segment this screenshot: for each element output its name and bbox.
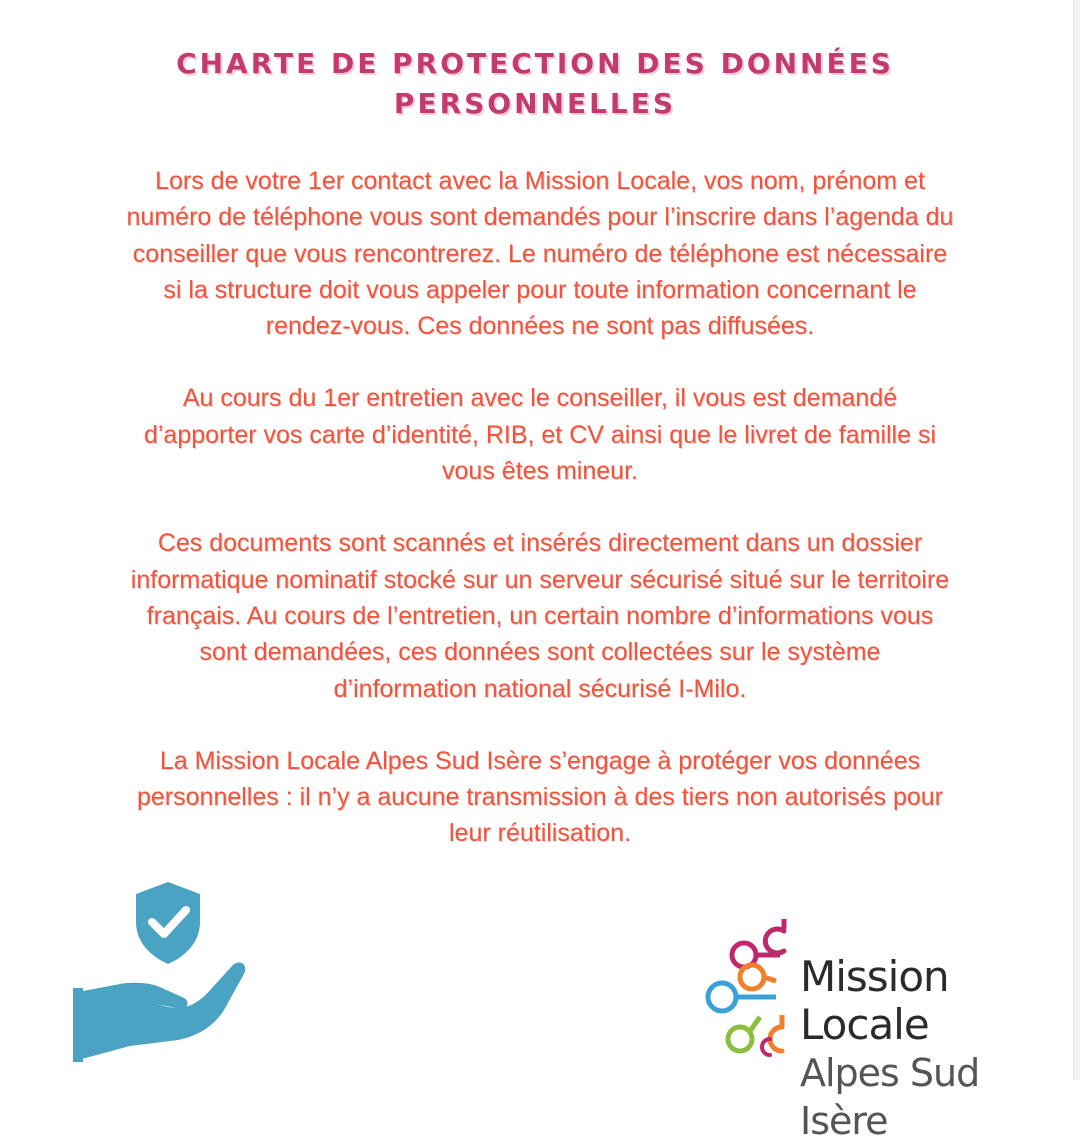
paragraph-line: Au cours du 1er entretien avec le conseiller, il vous est demandé	[182, 384, 898, 413]
paragraph-line: d’information national sécurisé I-Milo.	[333, 674, 747, 703]
right-edge-strip	[1073, 0, 1080, 1080]
paragraph-line: rendez-vous. Ces données ne sont pas diffusées.	[265, 312, 815, 341]
keys-circles-logo-icon	[700, 915, 800, 1075]
paragraph-line: conseiller que vous rencontrerez. Le numéro de téléphone est nécessaire	[132, 239, 948, 268]
paragraph-line: informatique nominatif stocké sur un serveur sécurisé situé sur le territoire	[130, 565, 950, 594]
title-line-1: CHARTE DE PROTECTION DES DONNÉES	[176, 47, 894, 80]
paragraph-first-contact	[40, 163, 1040, 344]
paragraph-commitment	[40, 743, 1040, 852]
paragraph-line: leur réutilisation.	[448, 819, 632, 848]
paragraph-line: personnelles : il n’y a aucune transmission à des tiers non autorisés pour	[137, 783, 943, 812]
page-title	[60, 44, 1010, 124]
mission-locale-logo	[700, 915, 1060, 1143]
paragraph-line: français. Au cours de l’entretien, un certain nombre d’informations vous	[146, 601, 934, 630]
paragraph-line: numéro de téléphone vous sont demandés pour l’inscrire dans l’agenda du	[126, 203, 954, 232]
title-line-2: PERSONNELLES	[393, 87, 677, 120]
paragraph-line: La Mission Locale Alpes Sud Isère s’engage à protéger vos données	[159, 746, 921, 775]
paragraph-line: d’apporter vos carte d’identité, RIB, et CV ainsi que le livret de famille si	[143, 420, 937, 449]
paragraph-line: sont demandées, ces données sont collectées sur le système	[199, 638, 881, 667]
logo-text	[800, 953, 1060, 1145]
charter-body	[40, 163, 1040, 888]
logo-name: Mission Locale	[800, 952, 949, 1049]
paragraph-line: si la structure doit vous appeler pour toute information concernant le	[163, 275, 917, 304]
paragraph-line: Lors de votre 1er contact avec la Mission Locale, vos nom, prénom et	[155, 167, 925, 195]
paragraph-first-interview	[40, 380, 1040, 489]
paragraph-line: vous êtes mineur.	[442, 457, 638, 486]
paragraph-line: Ces documents sont scannés et insérés directement dans un dossier	[157, 529, 923, 558]
paragraph-documents	[40, 525, 1040, 706]
shield-check-hand-icon	[60, 870, 270, 1070]
logo-region: Alpes Sud Isère	[800, 1051, 980, 1143]
